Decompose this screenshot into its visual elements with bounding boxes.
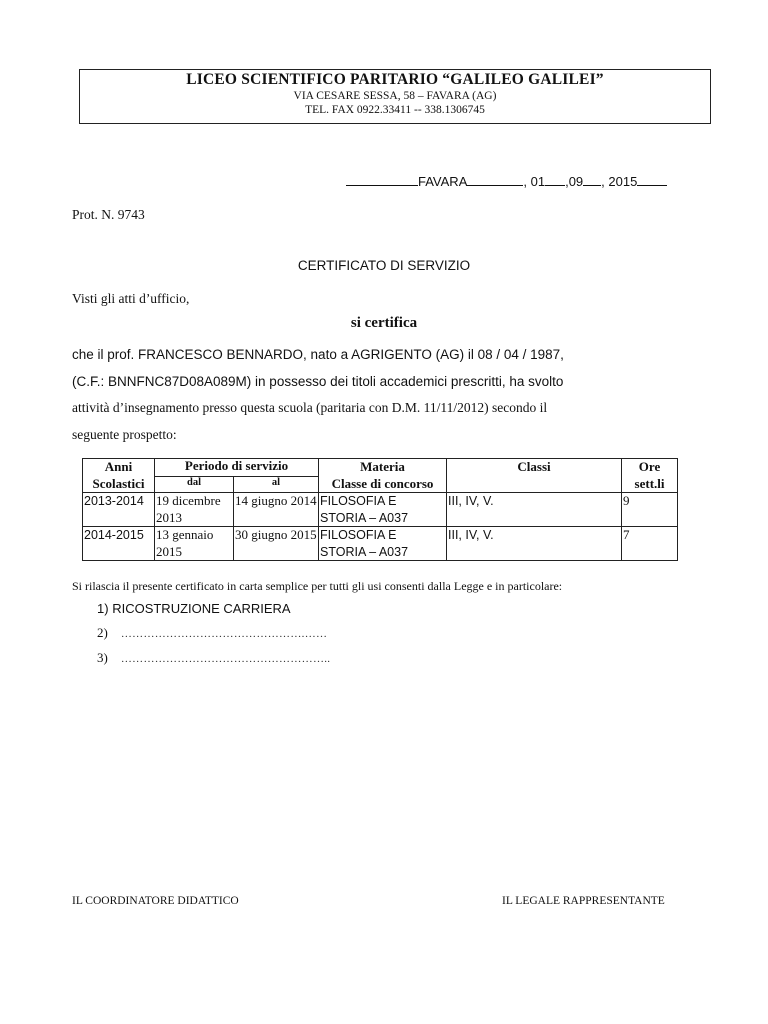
protocol-number: Prot. N. 9743 bbox=[72, 207, 145, 222]
use-item-2 bbox=[97, 625, 327, 641]
body-line-4: seguente prospetto: bbox=[72, 426, 177, 442]
cell-al: 30 giugno 2015 bbox=[234, 527, 319, 561]
body-line-1: che il prof. FRANCESCO BENNARDO, nato a AGRIGENTO (AG) il 08 / 04 / 1987, bbox=[72, 347, 564, 362]
body-line-2: (C.F.: BNNFNC87D08A089M) in possesso dei titoli accademici prescritti, ha svolto bbox=[72, 373, 564, 389]
cell-materia: FILOSOFIA E STORIA – A037 bbox=[319, 527, 447, 561]
cell-anno: 2013-2014 bbox=[83, 493, 155, 527]
table-header-row bbox=[83, 459, 678, 477]
certificate-body bbox=[72, 342, 672, 448]
table-row bbox=[83, 493, 678, 527]
use-item-1 bbox=[97, 601, 291, 616]
service-table bbox=[82, 458, 678, 561]
header-classi: Classi bbox=[447, 459, 622, 493]
table-row bbox=[83, 527, 678, 561]
use-text: RICOSTRUZIONE CARRIERA bbox=[112, 601, 291, 616]
date-year: 2015 bbox=[608, 174, 638, 189]
cell-materia: FILOSOFIA E STORIA – A037 bbox=[319, 493, 447, 527]
cell-ore: 9 bbox=[622, 493, 678, 527]
header-dal: dal bbox=[155, 477, 234, 493]
cell-classi: III, IV, V. bbox=[447, 527, 622, 561]
intro-text: Visti gli atti d’ufficio, bbox=[72, 291, 190, 306]
date-city: FAVARA bbox=[418, 174, 468, 189]
body-line-3: attività d’insegnamento presso questa scuola (paritaria con D.M. 11/11/2012) secondo il bbox=[72, 400, 548, 415]
use-number: 1) bbox=[97, 601, 109, 616]
use-text: ………………………………………….…… bbox=[120, 628, 328, 640]
header-al: al bbox=[234, 477, 319, 493]
use-number: 3) bbox=[97, 650, 108, 665]
cell-ore: 7 bbox=[622, 527, 678, 561]
header-anni: Anni Scolastici bbox=[83, 459, 155, 493]
header-materia-label: Materia bbox=[360, 459, 405, 474]
use-number: 2) bbox=[97, 625, 108, 640]
use-text: ……………………………………………….. bbox=[120, 653, 331, 665]
signature-legal-representative: IL LEGALE RAPPRESENTANTE bbox=[502, 895, 665, 907]
header-classe-concorso: Classe di concorso bbox=[331, 475, 434, 491]
certifies-heading: si certifica bbox=[350, 315, 418, 331]
school-address: VIA CESARE SESSA, 58 – FAVARA (AG) bbox=[293, 90, 497, 102]
header-periodo: Periodo di servizio bbox=[155, 459, 319, 477]
cell-dal: 19 dicembre 2013 bbox=[155, 493, 234, 527]
cell-classi: III, IV, V. bbox=[447, 493, 622, 527]
certificate-title: CERTIFICATO DI SERVIZIO bbox=[297, 258, 471, 273]
date-day: 01 bbox=[530, 174, 546, 189]
school-phone: TEL. FAX 0922.33411 -- 338.1306745 bbox=[305, 104, 485, 116]
school-header bbox=[79, 69, 711, 124]
header-materia bbox=[319, 459, 447, 493]
release-statement: Si rilascia il presente certificato in carta semplice per tutti gli usi consenti dalla Legge e in particolare: bbox=[72, 579, 563, 593]
use-item-3 bbox=[97, 650, 330, 666]
cell-anno: 2014-2015 bbox=[83, 527, 155, 561]
header-ore: Ore sett.li bbox=[622, 459, 678, 493]
date-month: 09 bbox=[568, 174, 584, 189]
cell-al: 14 giugno 2014 bbox=[234, 493, 319, 527]
date-line: FAVARA , 01 ,09 , 2015 bbox=[346, 174, 667, 189]
school-name: LICEO SCIENTIFICO PARITARIO “GALILEO GALILEI” bbox=[186, 71, 604, 88]
signature-coordinator: IL COORDINATORE DIDATTICO bbox=[72, 895, 239, 907]
cell-dal: 13 gennaio 2015 bbox=[155, 527, 234, 561]
